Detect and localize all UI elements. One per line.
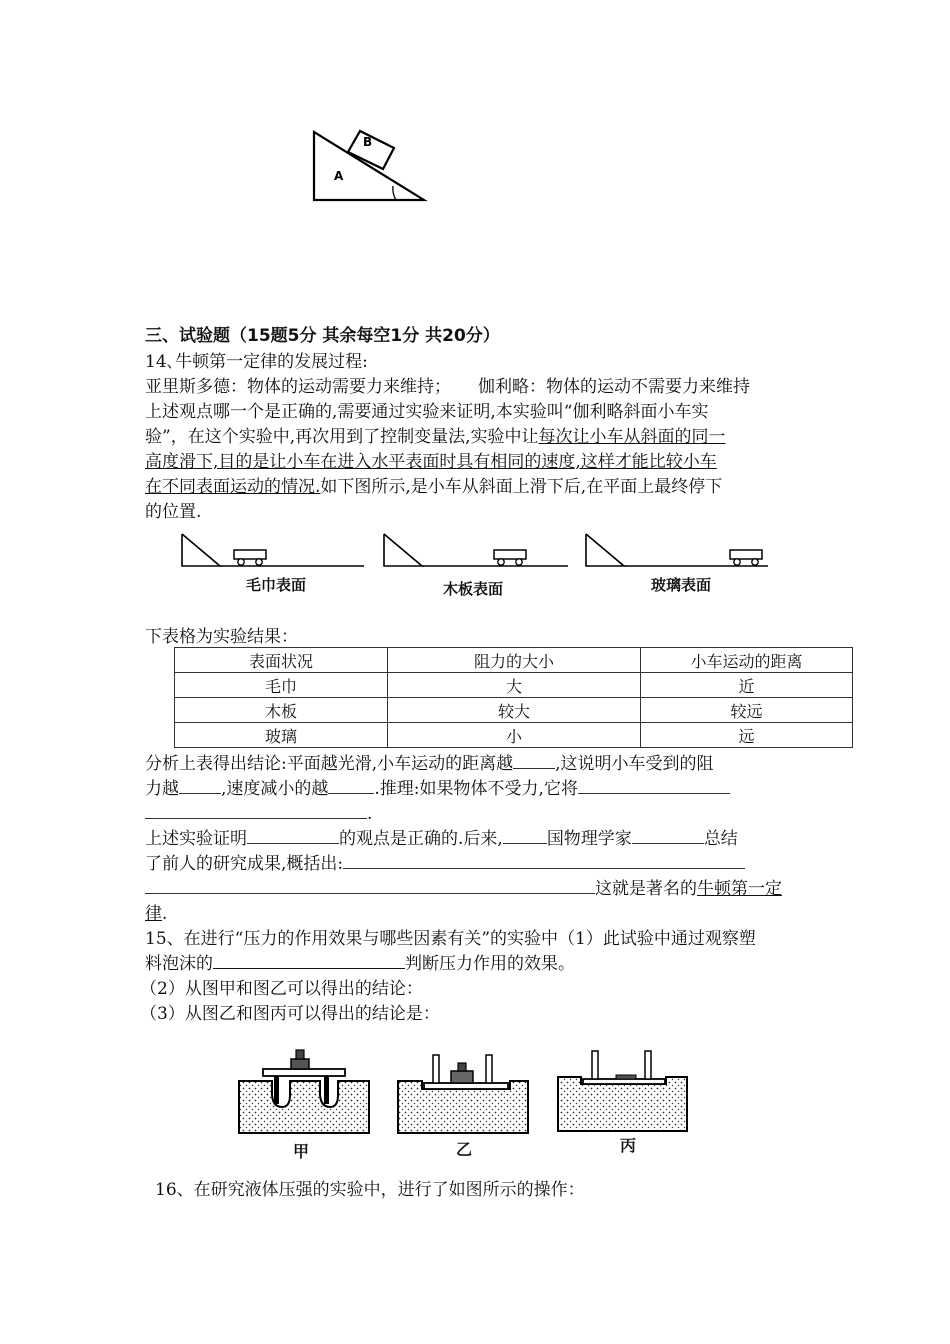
figure-bing bbox=[558, 1051, 687, 1131]
results-table bbox=[174, 647, 853, 748]
towel-surface-label: 毛巾表面 bbox=[246, 576, 307, 594]
conclusion-line2 bbox=[145, 776, 730, 802]
q14-line2: 上述观点哪一个是正确的,需要通过实验来证明,本实验叫“伽利略斜面小车实 bbox=[145, 402, 709, 422]
answer-blank[interactable] bbox=[632, 827, 704, 844]
q15-line1: 15、在进行“压力的作用效果与哪些因素有关”的实验中（1）此试验中通过观察塑 bbox=[145, 929, 756, 949]
q15-text: 判断压力作用的效果。 bbox=[405, 954, 575, 974]
glass-surface-figure bbox=[586, 534, 768, 566]
conclusion-line7 bbox=[145, 901, 167, 927]
figure-jia bbox=[239, 1050, 369, 1133]
conclusion-text: .推理:如果物体不受力,它将 bbox=[374, 779, 578, 799]
conclusion-text: 国物理学家 bbox=[546, 829, 632, 849]
q15-text: 料泡沫的 bbox=[145, 954, 213, 974]
q14-line3-underlined: 每次让小车从斜面的同一 bbox=[538, 427, 726, 447]
answer-blank[interactable] bbox=[179, 777, 221, 794]
table-cell: 远 bbox=[641, 723, 853, 748]
figure-yi bbox=[398, 1055, 528, 1133]
table-row bbox=[175, 673, 853, 698]
answer-blank[interactable] bbox=[213, 952, 405, 969]
conclusion-text: . bbox=[162, 904, 168, 924]
header-distance: 小车运动的距离 bbox=[641, 648, 853, 673]
table-intro: 下表格为实验结果： bbox=[145, 627, 298, 647]
header-friction: 阻力的大小 bbox=[388, 648, 641, 673]
conclusion-underlined: 律 bbox=[145, 904, 162, 924]
glass-surface-label: 玻璃表面 bbox=[651, 576, 712, 594]
label-a: A bbox=[334, 169, 344, 183]
conclusion-line5 bbox=[145, 851, 745, 877]
q14-title: 14､牛顿第一定律的发展过程: bbox=[145, 352, 368, 372]
answer-blank[interactable] bbox=[328, 777, 374, 794]
conclusion-underlined: 牛顿第一定 bbox=[697, 879, 782, 899]
angle-arc bbox=[393, 186, 396, 200]
header-surface: 表面状况 bbox=[175, 648, 388, 673]
conclusion-text: ,这说明小车受到的阻 bbox=[555, 754, 714, 774]
q14-line4: 高度滑下,目的是让小车在进入水平表面时具有相同的速度,这样才能比较小车 bbox=[145, 452, 717, 472]
table-cell: 毛巾 bbox=[175, 673, 388, 698]
conclusion-text: 了前人的研究成果,概括出: bbox=[145, 854, 344, 874]
incline-block-figure bbox=[308, 126, 433, 206]
conclusion-line3 bbox=[145, 801, 372, 827]
conclusion-text: 力越 bbox=[145, 779, 179, 799]
q15-line2 bbox=[145, 951, 575, 977]
figure-label-yi: 乙 bbox=[456, 1140, 473, 1159]
wood-surface-label: 木板表面 bbox=[443, 580, 504, 598]
answer-blank[interactable] bbox=[145, 877, 595, 894]
conclusion-line1 bbox=[145, 751, 714, 777]
towel-surface-figure bbox=[182, 534, 364, 566]
q16-line1: 16、在研究液体压强的实验中，进行了如图所示的操作： bbox=[155, 1180, 585, 1200]
table-cell: 小 bbox=[388, 723, 641, 748]
conclusion-line4 bbox=[145, 826, 738, 852]
section-heading: 三、试验题（15题5分 其余每空1分 共20分） bbox=[145, 326, 500, 346]
table-cell: 木板 bbox=[175, 698, 388, 723]
conclusion-text: 这就是著名的 bbox=[595, 879, 697, 899]
table-row bbox=[175, 698, 853, 723]
q15-line4: （3）从图乙和图丙可以得出的结论是： bbox=[140, 1004, 440, 1024]
table-cell: 较远 bbox=[641, 698, 853, 723]
conclusion-text: 分析上表得出结论:平面越光滑,小车运动的距离越 bbox=[145, 754, 514, 774]
answer-blank[interactable] bbox=[145, 802, 367, 819]
table-cell: 大 bbox=[388, 673, 641, 698]
table-row bbox=[175, 723, 853, 748]
figure-label-jia: 甲 bbox=[293, 1142, 310, 1161]
answer-blank[interactable] bbox=[578, 777, 730, 794]
q14-line3 bbox=[145, 424, 726, 450]
wood-surface-figure bbox=[384, 534, 568, 566]
q14-line3-text: 验”，在这个实验中,再次用到了控制变量法,实验中让 bbox=[145, 427, 539, 447]
q14-line5 bbox=[145, 474, 722, 500]
foam-pressure-figures bbox=[236, 1045, 691, 1137]
q15-line3: （2）从图甲和图乙可以得出的结论： bbox=[140, 979, 423, 999]
q14-line1: 亚里斯多德：物体的运动需要力来维持； 伽利略：物体的运动不需要力来维持 bbox=[145, 377, 751, 397]
conclusion-text: ,速度减小的越 bbox=[221, 779, 329, 799]
answer-blank[interactable] bbox=[513, 752, 555, 769]
answer-blank[interactable] bbox=[503, 827, 547, 844]
conclusion-text: . bbox=[367, 804, 373, 824]
answer-blank[interactable] bbox=[343, 852, 745, 869]
table-cell: 近 bbox=[641, 673, 853, 698]
answer-blank[interactable] bbox=[247, 827, 339, 844]
figure-label-bing: 丙 bbox=[620, 1136, 637, 1155]
table-cell: 较大 bbox=[388, 698, 641, 723]
table-header-row bbox=[175, 648, 853, 673]
q14-line6: 的位置. bbox=[145, 502, 202, 522]
conclusion-text: 上述实验证明 bbox=[145, 829, 247, 849]
conclusion-text: 的观点是正确的.后来, bbox=[339, 829, 503, 849]
table-cell: 玻璃 bbox=[175, 723, 388, 748]
conclusion-text: 总结 bbox=[703, 829, 738, 849]
q14-line5-underlined: 在不同表面运动的情况. bbox=[145, 477, 321, 497]
conclusion-line6 bbox=[145, 876, 782, 902]
label-b: B bbox=[363, 135, 373, 149]
q14-line5-text: 如下图所示,是小车从斜面上滑下后,在平面上最终停下 bbox=[320, 477, 723, 497]
